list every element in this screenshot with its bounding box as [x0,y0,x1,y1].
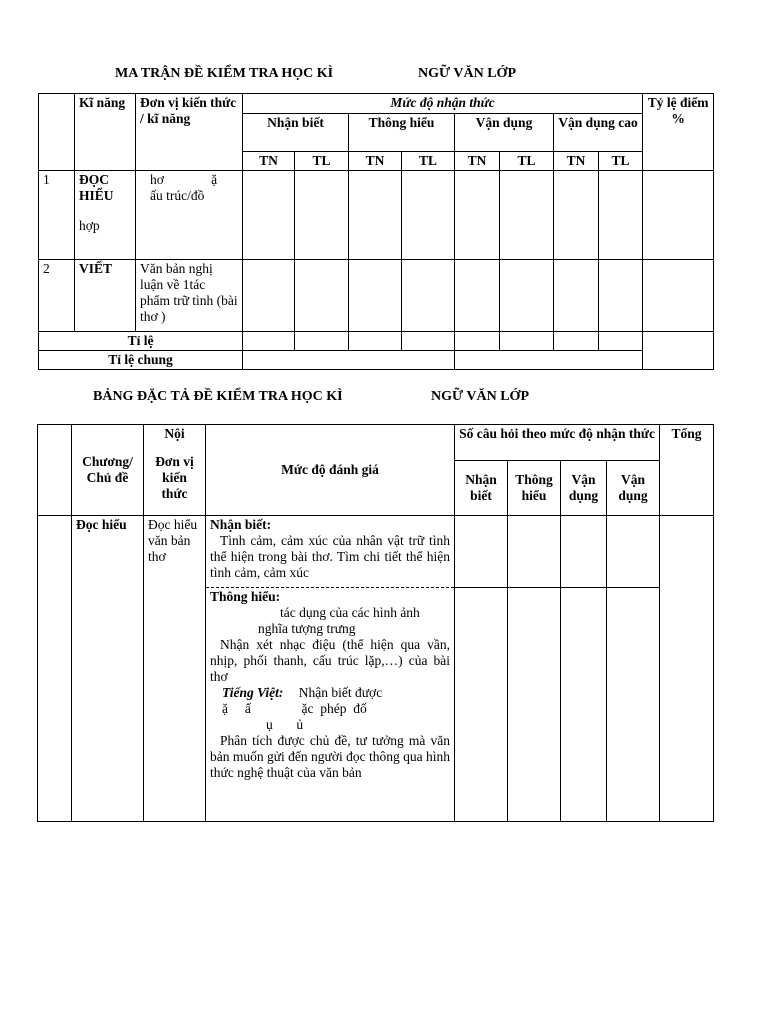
spec-tieng-viet-frag2: ụ ủ [266,717,304,732]
spec-title [93,389,343,405]
spec-header-count: Số câu hỏi theo mức độ nhận thức [455,425,660,461]
spec-tieng-viet-frag1: ặ ấ ặc phép đố [222,701,367,716]
spec-thong-hieu-cell [206,588,455,822]
matrix-header-unit: Đơn vị kiến thức / kĩ năng [136,94,243,171]
spec-tieng-viet-label: Tiếng Việt: [222,685,284,700]
matrix-title-right-text: NGỮ VĂN LỚP [418,66,516,81]
spec-nhan-biet-label: Nhận biết: [210,517,272,532]
matrix-header-ratio: Tỷ lệ điểm % [643,94,714,171]
matrix-row-viet [39,260,714,332]
matrix-header-tn: TN [349,152,402,171]
spec-header-nhan-biet: Nhận biết [455,461,508,516]
matrix-title-left: MA TRẬN ĐỀ KIỂM TRA HỌC KÌ [115,66,334,81]
matrix-row-skill-text: ĐỌC HIỂU [79,172,114,203]
spec-row-chapter: Đọc hiểu [72,516,144,822]
matrix-row-unit-line2: ấu trúc/đồ [150,188,205,203]
matrix-header-van-dung-cao: Vận dụng cao [554,114,643,152]
matrix-row-unit [136,171,243,260]
matrix-row-skill [75,171,136,260]
matrix-row-num: 1 [39,171,75,260]
spec-table [37,424,714,822]
matrix-header-thong-hieu: Thông hiểu [349,114,455,152]
spec-header-van-dung-2: Vận dụng [607,461,660,516]
matrix-header-skill: Kĩ năng [75,94,136,171]
matrix-title-right [418,66,516,82]
spec-header-thong-hieu: Thông hiểu [508,461,561,516]
matrix-ti-le: Tỉ lệ [39,332,243,351]
spec-thong-hieu-line2: nghĩa tượng trưng [258,621,356,636]
spec-title-right [431,389,529,405]
matrix-header-van-dung: Vận dụng [455,114,554,152]
spec-header-van-dung-1: Vận dụng [561,461,607,516]
spec-header-unit-text: Đơn vị kiến thức [155,454,194,501]
spec-header-assessment: Mức độ đánh giá [206,425,455,516]
spec-row-nhan-biet [38,516,714,588]
spec-header-chapter: Chương/ Chủ đề [72,425,144,516]
matrix-row-doc-hieu [39,171,714,260]
spec-thong-hieu-line1: tác dụng của các hình ảnh [280,605,420,620]
matrix-header-tn: TN [243,152,295,171]
matrix-title [115,66,333,82]
spec-header-total: Tổng [660,425,714,516]
spec-tieng-viet-text: Nhận biết được [298,685,383,700]
matrix-header-tl: TL [500,152,554,171]
matrix-header-nhan-biet: Nhận biết [243,114,349,152]
spec-title-left: BẢNG ĐẶC TẢ ĐỀ KIỂM TRA HỌC KÌ [93,389,343,404]
matrix-row-num: 2 [39,260,75,332]
spec-nhan-biet-cell [206,516,455,588]
spec-nhan-biet-text: Tình cảm, cảm xúc của nhân vật trữ tình thể hiện trong bài thơ. Tìm chi tiết thể hiện tình cảm, cảm xúc [210,533,450,580]
spec-thong-hieu-text2: Nhận xét nhạc điệu (thể hiện qua vần, nhịp, phối thanh, cấu trúc lặp,…) của bài thơ [210,637,450,684]
spec-row-unit: Đọc hiểu văn bản thơ [144,516,206,822]
matrix-header-tn: TN [554,152,599,171]
spec-thong-hieu-text3: Phân tích được chủ đề, tư tưởng mà văn bản muốn gửi đến người đọc thông qua hình thức nghệ thuật của văn bản [210,733,450,780]
matrix-row-unit: Văn bản nghị luận về 1tác phẩm trữ tình (bài thơ ) [136,260,243,332]
spec-header-blank [38,425,72,516]
matrix-header-level: Mức độ nhận thức [243,94,643,114]
spec-header-noi: Nội [164,426,185,441]
matrix-header-tl: TL [295,152,349,171]
matrix-row-skill: VIẾT [75,260,136,332]
spec-header-unit [144,425,206,516]
matrix-header-tn: TN [455,152,500,171]
matrix-table [38,93,714,370]
matrix-ti-le-chung: Tỉ lệ chung [39,351,243,370]
spec-title-right-text: NGỮ VĂN LỚP [431,389,529,404]
spec-thong-hieu-label: Thông hiểu: [210,589,281,604]
matrix-row-unit-line1: hơ ặ [150,172,218,187]
matrix-header-blank [39,94,75,171]
matrix-header-tl: TL [402,152,455,171]
matrix-row-skill-extra: hợp [79,218,100,233]
matrix-header-tl: TL [599,152,643,171]
